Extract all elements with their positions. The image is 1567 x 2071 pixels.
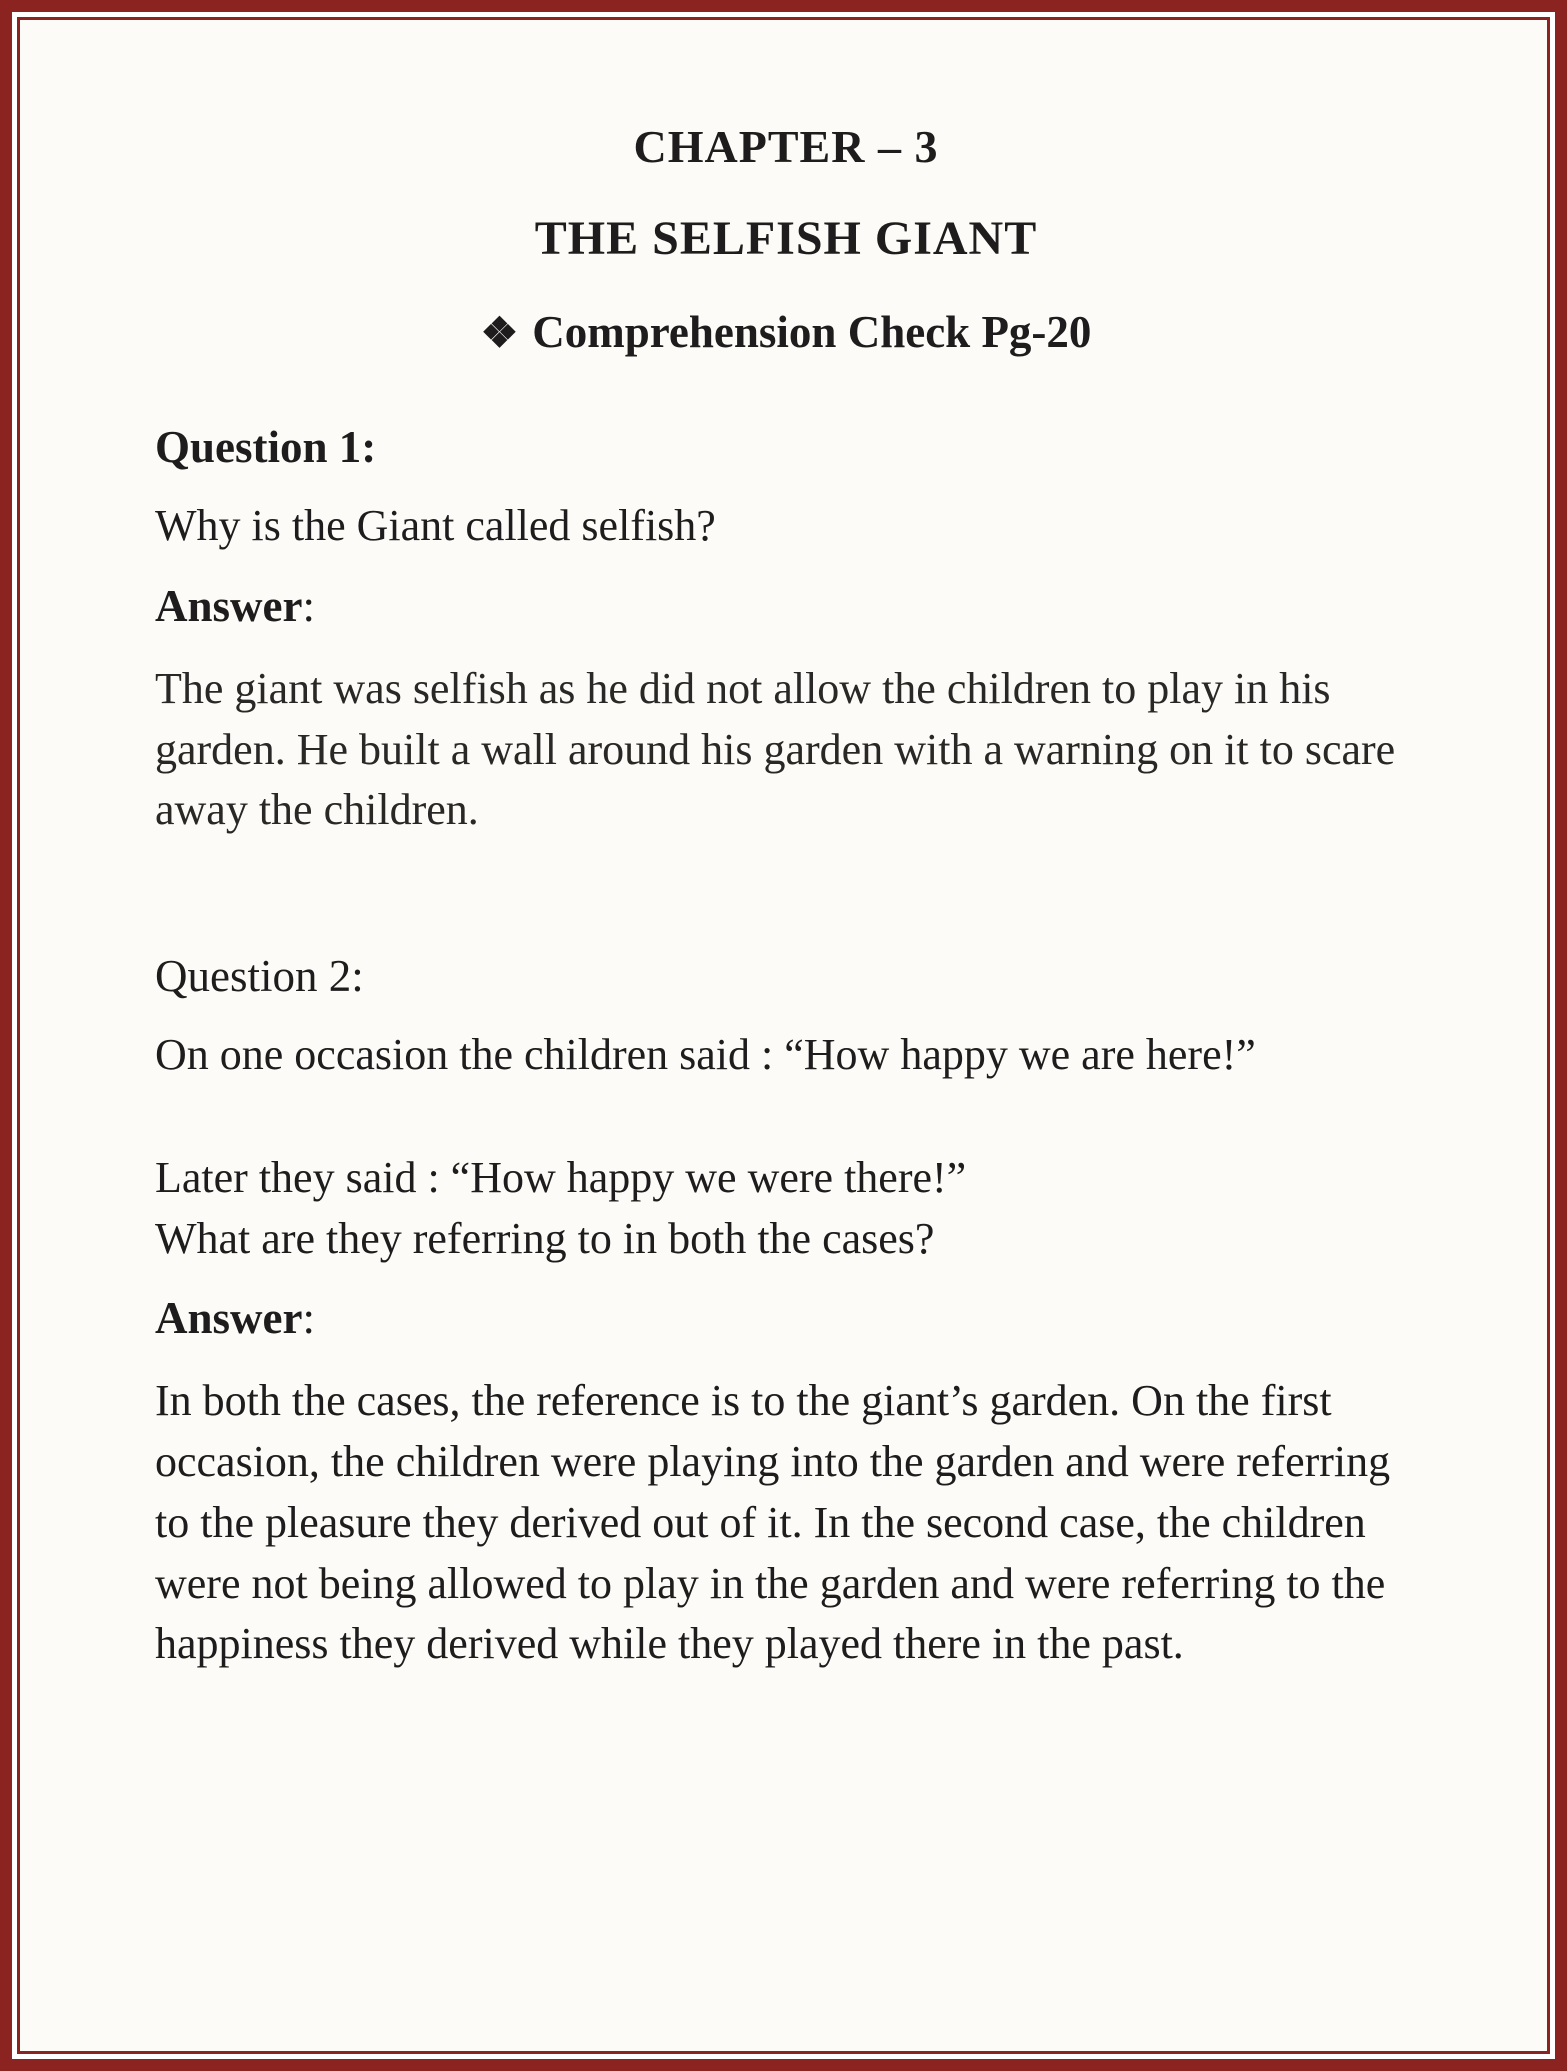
- question-1-answer-text: The giant was selfish as he did not allow the children to play in his garden. He built a wall around his garden with a warning on it to scare away the children.: [155, 663, 1396, 835]
- page-title: THE SELFISH GIANT: [534, 212, 1038, 265]
- document-content: [20, 20, 1547, 1675]
- subtitle-text: Comprehension Check Pg-20: [532, 307, 1092, 357]
- question-1-text: Why is the Giant called selfish?: [155, 501, 716, 551]
- question-2-statement-1: On one occasion the children said : “How happy we are here!”: [155, 1030, 1256, 1080]
- answer-label-colon: :: [302, 1293, 315, 1344]
- question-1-block: [155, 416, 1417, 841]
- question-2-answer-text: In both the cases, the reference is to the giant’s garden. On the first occasion, the children were playing into the garden and were referring to the pleasure they derived out of it. In the second case, the children were not being allowed to play in the garden and were referring to the happiness they derived while they played there in the past.: [155, 1376, 1391, 1669]
- question-2-block: [155, 945, 1417, 1675]
- page-inner-border: [17, 17, 1550, 2054]
- answer-label-text: Answer: [155, 1293, 303, 1344]
- section-subtitle: [155, 306, 1417, 358]
- question-2-label: Question 2:: [155, 951, 364, 1002]
- question-1-answer-label: [155, 575, 1417, 637]
- chapter-heading: CHAPTER – 3: [633, 121, 939, 172]
- answer-label-text: Answer: [155, 580, 303, 631]
- question-2-answer-label: [155, 1287, 1417, 1349]
- question-2-statement-2: Later they said : “How happy we were there!”: [155, 1152, 967, 1202]
- question-2-statement-3: What are they referring to in both the cases?: [155, 1213, 935, 1263]
- diamond-bullet-icon: ❖: [480, 311, 519, 357]
- question-1-label: Question 1:: [155, 422, 377, 472]
- answer-label-colon: :: [302, 580, 315, 631]
